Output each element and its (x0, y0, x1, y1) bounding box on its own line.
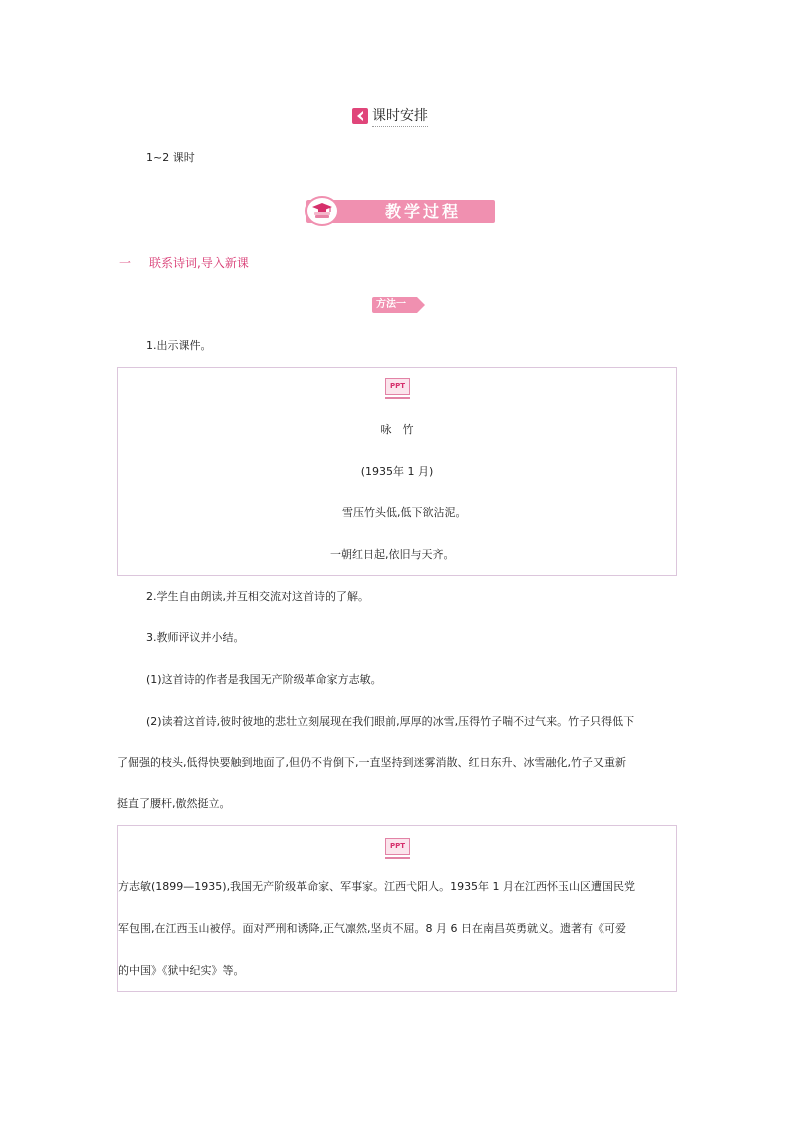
teaching-process-banner (298, 198, 495, 225)
method-tag-label: 方法一 (372, 297, 417, 313)
banner-title: 教学过程 (384, 202, 461, 221)
note-2-line-3: 挺直了腰杆,傲然挺立。 (117, 797, 231, 810)
step-3: 3.教师评议并小结。 (146, 631, 245, 644)
graduation-cap-icon (311, 202, 333, 220)
note-1: (1)这首诗的作者是我国无产阶级革命家方志敏。 (146, 673, 382, 686)
ppt-icon-label: PPT (385, 838, 410, 855)
ppt-icon (385, 838, 410, 858)
bio-line-1: 方志敏(1899—1935),我国无产阶级革命家、军事家。江西弋阳人。1935年 1 月在江西怀玉山区遭国民党 (118, 880, 636, 893)
poem-line-1: 雪压竹头低,低下欲沾泥。 (342, 506, 467, 519)
lesson-hours: 1~2 课时 (146, 151, 195, 164)
banner-emblem (305, 196, 339, 226)
bio-line-3: 的中国》《狱中纪实》等。 (118, 964, 245, 977)
section-heading (119, 254, 249, 271)
method-tag (372, 297, 417, 313)
bio-line-2: 军包围,在江西玉山被俘。面对严刑和诱降,正气凛然,坚贞不屈。8 月 6 日在南昌英勇就义。遗著有《可爱 (118, 922, 626, 935)
section-title (352, 106, 428, 126)
ppt-icon-label: PPT (385, 378, 410, 395)
heading-number: 一 (119, 256, 132, 270)
poem-title: 咏 竹 (380, 423, 414, 436)
bio-panel (117, 825, 677, 992)
section-title-text: 课时安排 (372, 105, 428, 127)
note-2-line-1: (2)读着这首诗,彼时彼地的悲壮立刻展现在我们眼前,厚厚的冰雪,压得竹子喘不过气来。竹子只得低下 (146, 715, 635, 728)
step-1: 1.出示课件。 (146, 339, 212, 352)
note-2-line-2: 了倔强的枝头,低得快要触到地面了,但仍不肯倒下,一直坚持到迷雾消散、红日东升、冰雪融化,竹子又重新 (117, 756, 626, 769)
poem-panel (117, 367, 677, 576)
section-marker-icon (352, 108, 368, 124)
poem-date: (1935年 1 月) (360, 465, 434, 478)
ppt-icon (385, 378, 410, 398)
heading-text: 联系诗词,导入新课 (149, 256, 249, 270)
poem-line-2: 一朝红日起,依旧与天齐。 (330, 548, 455, 561)
step-2: 2.学生自由朗读,并互相交流对这首诗的了解。 (146, 590, 369, 603)
